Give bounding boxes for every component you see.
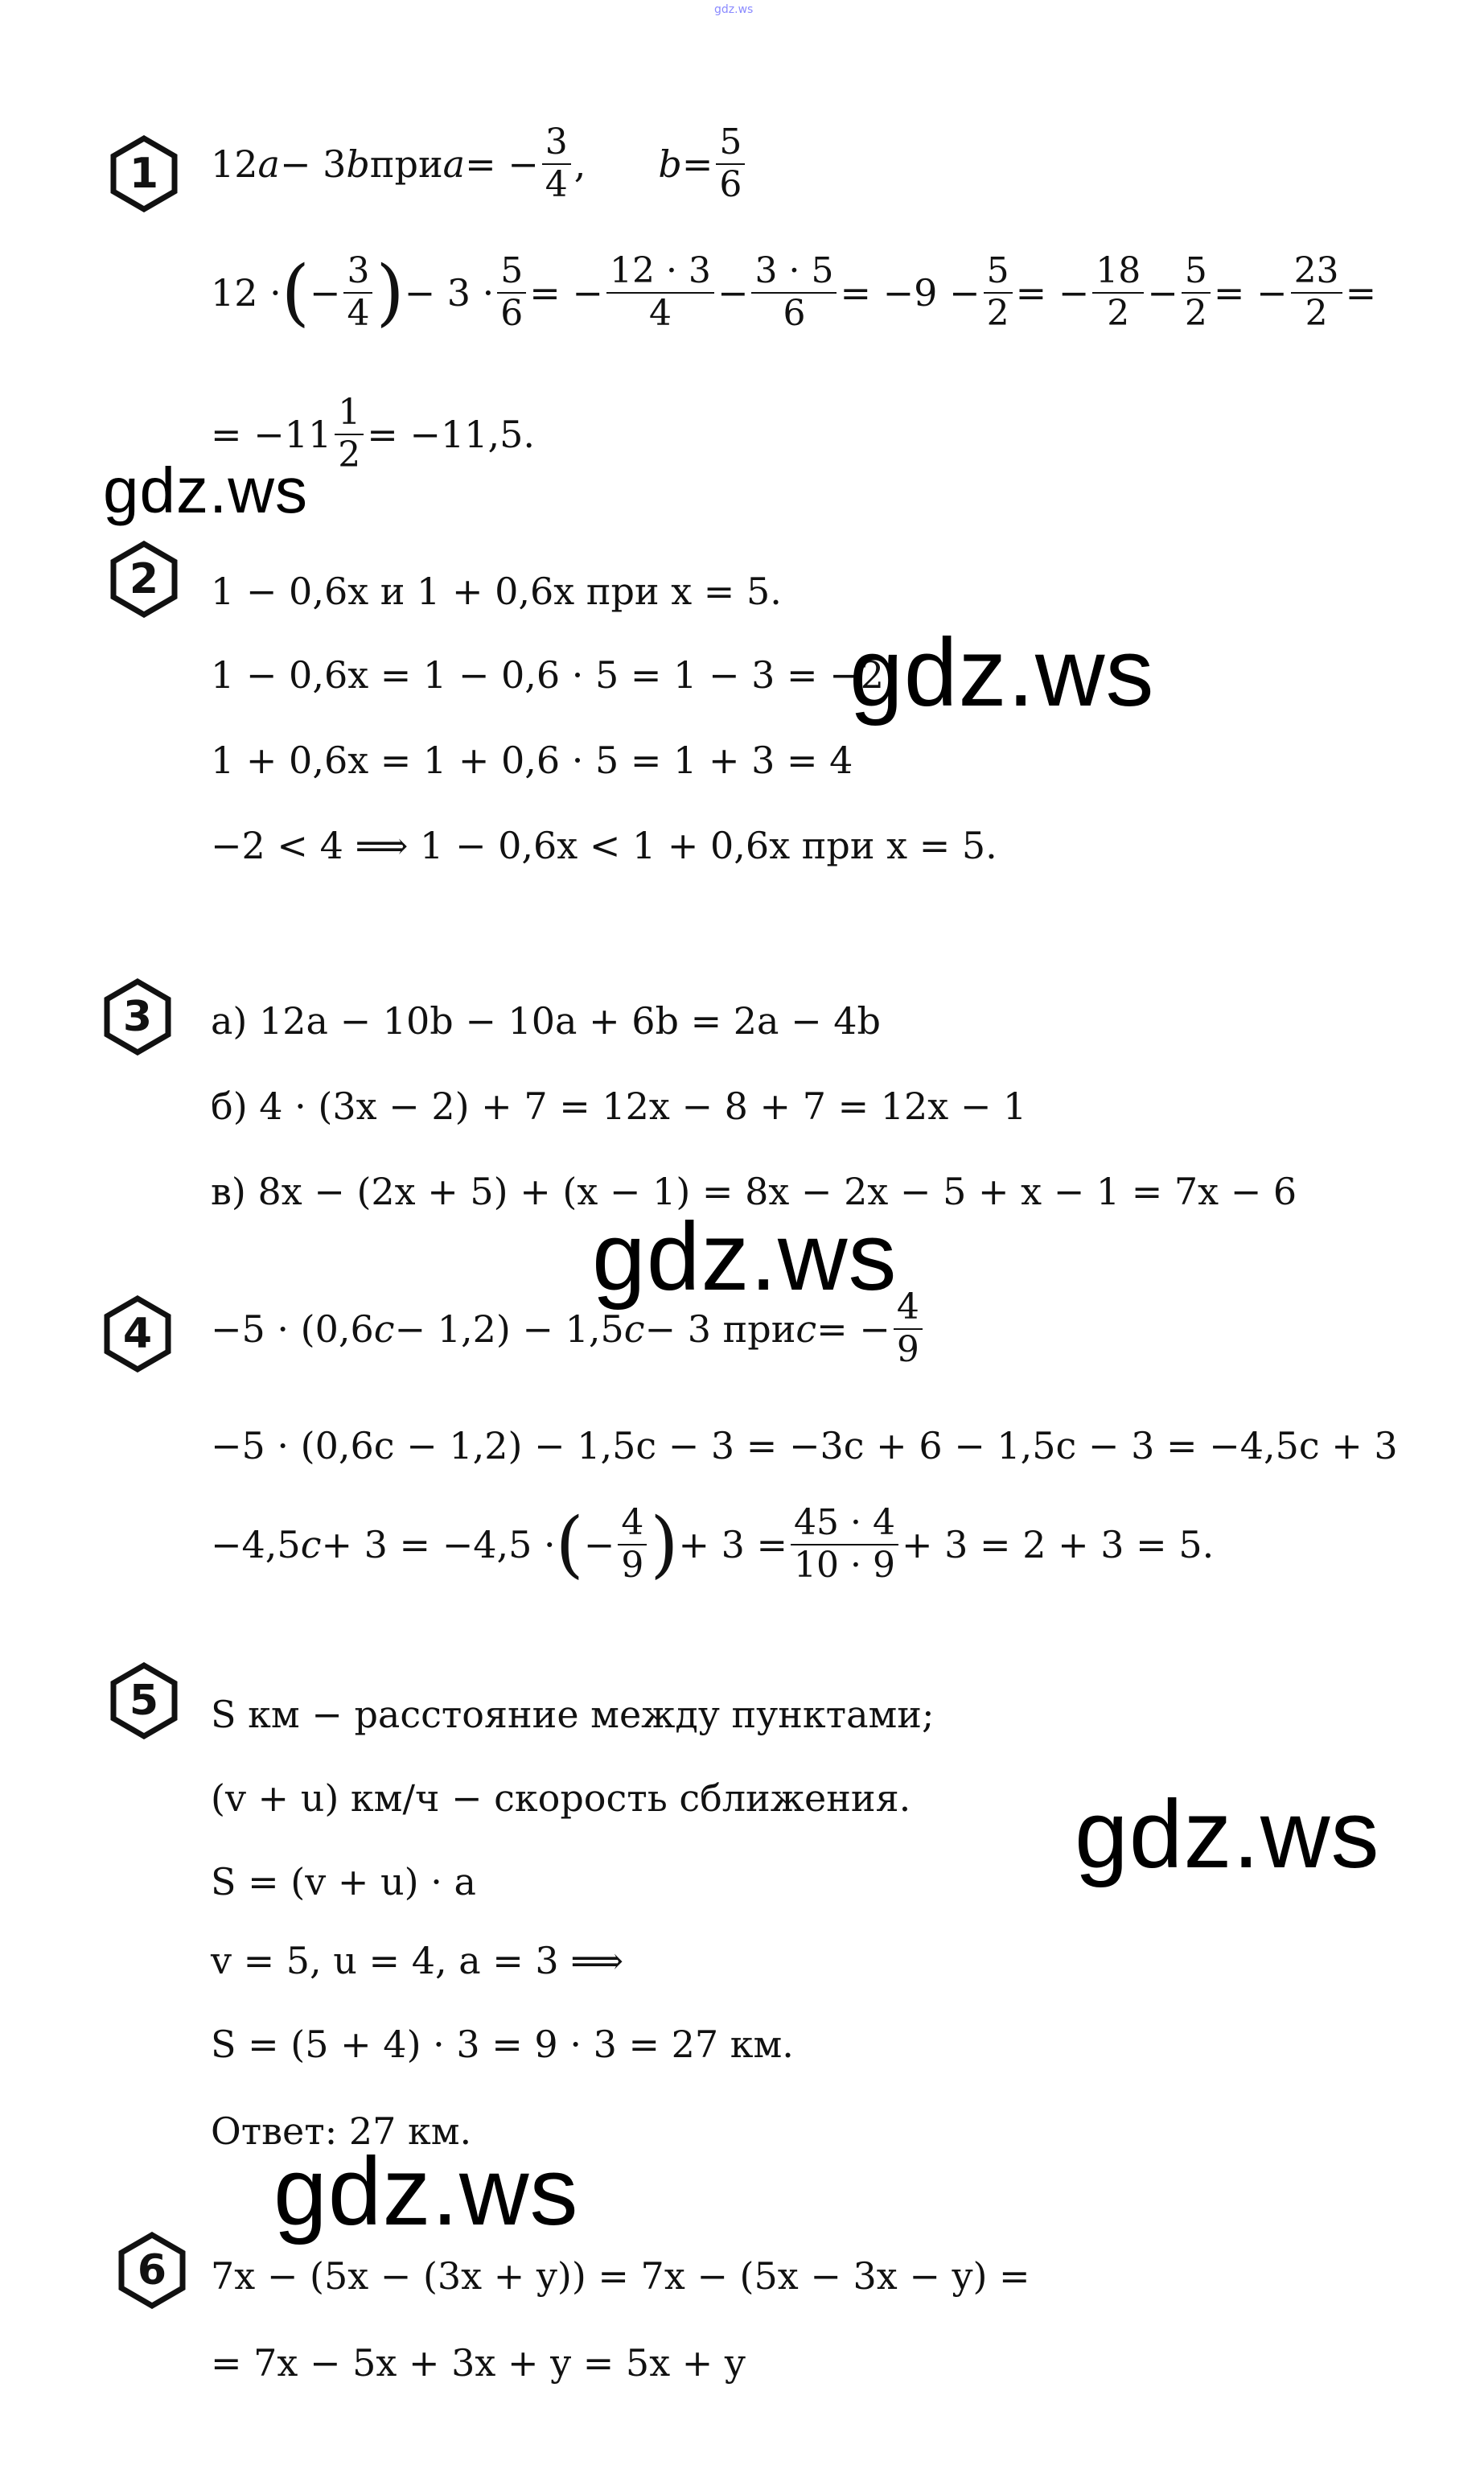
task2-line1: 1 − 0,6x и 1 + 0,6x при x = 5. — [211, 570, 782, 613]
task-number: 1 — [129, 150, 159, 198]
task1-line1: 12 a − 3 b при a = − $\frac{3}{4}$ , b = $\frac{5}{6}$ — [211, 122, 748, 205]
task5-answer: Ответ: 27 км. — [211, 2109, 472, 2153]
task6-line2: = 7x − 5x + 3x + y = 5x + y — [211, 2341, 746, 2385]
task1-line3: = −11 $\frac{1}{2}$ = −11,5. — [211, 392, 536, 475]
task4-line3: −4,5 c + 3 = −4,5 · ( − $\frac{4}{9}$ ) + 3 = $\frac{45 \cdot 4}{10 \cdot 9}$ + 3 = 2 + 3 = 5. — [211, 1501, 1215, 1587]
task-number-badge — [117, 2232, 187, 2309]
task2-line4: −2 < 4 ⟹ 1 − 0,6x < 1 + 0,6x при x = 5. — [211, 824, 997, 867]
task4-line1: −5 · (0,6 c − 1,2) − 1,5 c − 3 при c = − $\frac{4}{9}$ — [211, 1287, 926, 1370]
task3-line-c: в) 8x − (2x + 5) + (x − 1) = 8x − 2x − 5 + x − 1 = 7x − 6 — [211, 1170, 1297, 1213]
task4-line2: −5 · (0,6c − 1,2) − 1,5c − 3 = −3c + 6 − 1,5c − 3 = −4,5c + 3 — [211, 1424, 1398, 1467]
watermark: gdz.ws — [103, 455, 308, 526]
task-number: 5 — [129, 1677, 159, 1725]
watermark: gdz.ws — [849, 619, 1155, 726]
fraction: $\frac{5}{6}$ — [716, 122, 745, 205]
watermark: gdz.ws — [273, 2138, 579, 2245]
task3-line-a: а) 12a − 10b − 10a + 6b = 2a − 4b — [211, 999, 881, 1043]
task3-line-b: б) 4 · (3x − 2) + 7 = 12x − 8 + 7 = 12x − 1 — [211, 1084, 1027, 1128]
task2-line2: 1 − 0,6x = 1 − 0,6 · 5 = 1 − 3 = −2 — [211, 653, 884, 697]
task-number-badge — [109, 1662, 179, 1739]
task-number-badge — [109, 541, 179, 618]
task-number-badge — [103, 1295, 172, 1373]
task5-line3: S = (v + u) · a — [211, 1860, 476, 1904]
fraction: $\frac{3}{4}$ — [542, 122, 571, 205]
task5-line5: S = (5 + 4) · 3 = 9 · 3 = 27 км. — [211, 2023, 794, 2066]
task-number: 3 — [122, 993, 153, 1041]
watermark: gdz.ws — [1075, 1780, 1380, 1888]
site-tag: gdz.ws — [714, 3, 754, 16]
task2-line3: 1 + 0,6x = 1 + 0,6 · 5 = 1 + 3 = 4 — [211, 739, 853, 782]
task6-line1: 7x − (5x − (3x + y)) = 7x − (5x − 3x − y) = — [211, 2254, 1030, 2298]
task-number-badge — [109, 135, 179, 212]
task-number: 6 — [137, 2246, 167, 2295]
task5-line1: S км − расстояние между пунктами; — [211, 1693, 935, 1736]
task1-line2: 12 · ( − $\frac{3}{4}$ ) − 3 · $\frac{5}{6}$ = − $\frac{12 \cdot 3}{4}$ − $\frac{3 \cdot 5}{6}$ = −9 − $\frac{5}{2}$ = − $\frac{18}{2}$ − $\frac{5}{2}$ = − $\frac{23}{2}$ = — [211, 249, 1377, 335]
task-number: 2 — [129, 555, 159, 603]
task5-line4: v = 5, u = 4, a = 3 ⟹ — [211, 1939, 624, 1982]
watermark: gdz.ws — [592, 1203, 898, 1311]
task5-line2: (v + u) км/ч − скорость сближения. — [211, 1776, 911, 1820]
task-number-badge — [103, 978, 172, 1056]
task-number: 4 — [122, 1310, 153, 1358]
